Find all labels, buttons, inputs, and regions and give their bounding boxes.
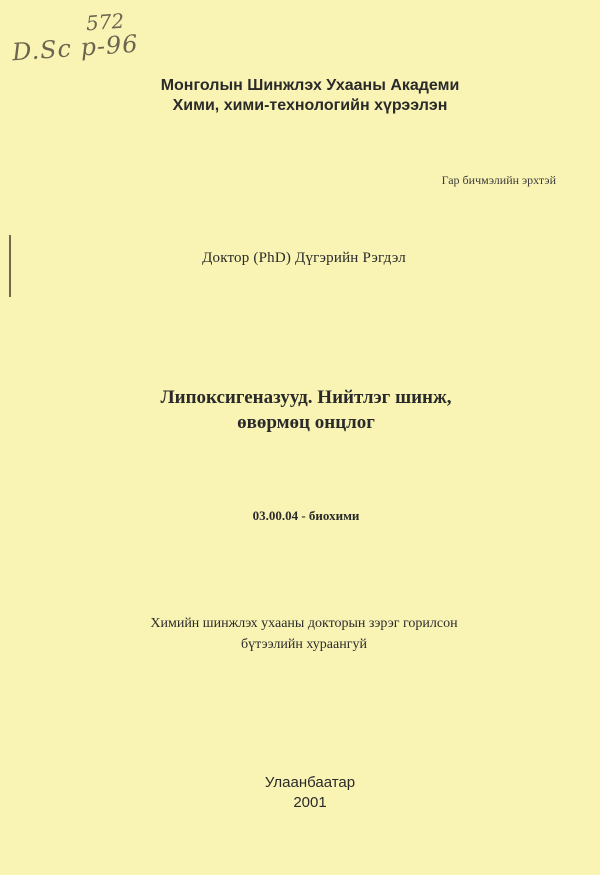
- institution-name: Монголын Шинжлэх Ухааны Академи: [160, 77, 460, 94]
- handwritten-number: 572: [85, 8, 125, 36]
- specialty-code: 03.00.04 - биохими: [252, 508, 360, 523]
- manuscript-rights-note: Гар бичмэлийн эрхтэй: [441, 173, 556, 187]
- purpose-line-1: Химийн шинжлэх ухааны докторын зэрэг горилсон: [150, 616, 458, 631]
- institute-name: Хими, хими-технологийн хүрээлэн: [172, 97, 448, 114]
- author-name: Доктор (PhD) Дүгэрийн Рэгдэл: [202, 250, 406, 266]
- title-line-2: өвөрмөц онцлог: [237, 412, 375, 433]
- city: Улаанбаатар: [264, 774, 356, 791]
- handwritten-catalog-code: D.Sc p-96: [11, 29, 140, 67]
- year: 2001: [293, 794, 327, 811]
- place-and-year: [10, 773, 600, 813]
- purpose-line-2: бүтээлийн хураангуй: [241, 637, 367, 652]
- document-title: [6, 385, 600, 435]
- institution-header: [10, 76, 600, 116]
- thesis-purpose: [4, 613, 600, 655]
- title-line-1: Липоксигеназууд. Нийтлэг шинж,: [160, 387, 452, 408]
